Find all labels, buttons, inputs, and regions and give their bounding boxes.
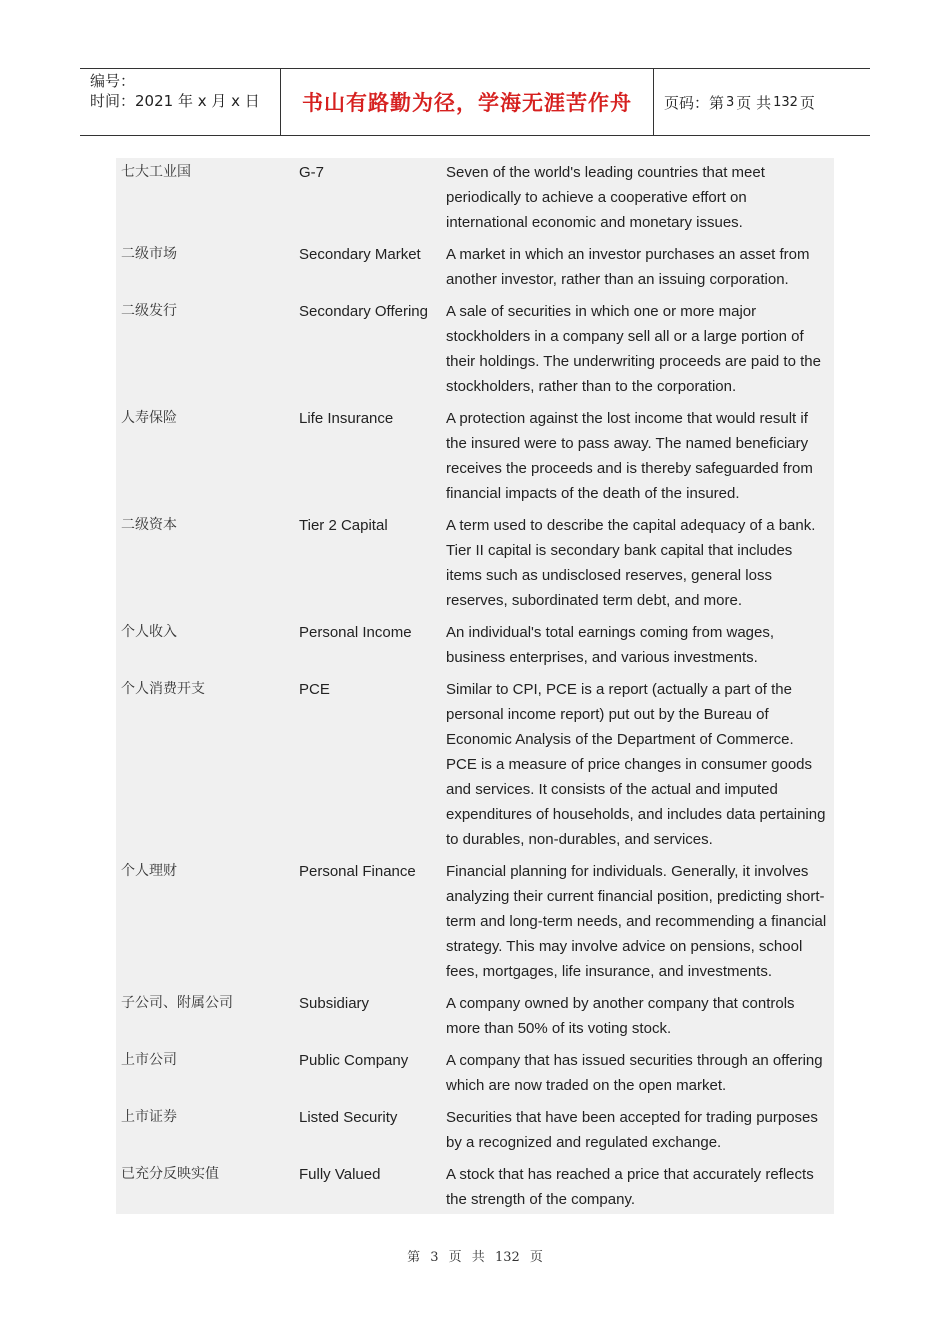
term-definition (441, 406, 834, 506)
definition-line: fees, mortgages, life insurance, and investments. (446, 963, 773, 980)
definition-line: which are now traded on the open market. (446, 1077, 727, 1094)
definition-line: the strength of the company. (446, 1191, 636, 1208)
definition-line: Securities that have been accepted for trading purposes (446, 1109, 818, 1126)
header-page-info (654, 69, 870, 135)
glossary-row (116, 620, 834, 670)
term-chinese: 二级市场 (121, 246, 177, 262)
footer-mid2: 共 (471, 1250, 485, 1265)
term-english: Secondary Offering (299, 303, 428, 320)
header-meta (80, 69, 281, 135)
term-english: Personal Finance (299, 863, 416, 880)
definition-line: financial impacts of the death of the insured. (446, 485, 740, 502)
definition-line: Tier II capital is secondary bank capital that includes (446, 542, 793, 559)
page-total: 132 (773, 94, 798, 110)
term-definition (441, 1162, 834, 1212)
definition-line: reserves, subordinated term debt, and more. (446, 592, 742, 609)
definition-line: term and long-term needs, and recommending a financial (446, 913, 827, 930)
definition-line: A sale of securities in which one or more major (446, 303, 757, 320)
term-chinese: 个人消费开支 (121, 681, 205, 697)
definition-line: A market in which an investor purchases an asset from (446, 246, 810, 263)
term-english: Fully Valued (299, 1166, 381, 1183)
glossary-row (116, 1162, 834, 1212)
code-label: 编号： (90, 72, 136, 90)
definition-line: personal income report) put out by the Bureau of (446, 706, 769, 723)
glossary-row (116, 677, 834, 852)
footer-current: 3 (430, 1250, 439, 1265)
glossary-table (116, 158, 834, 1214)
definition-line: strategy. This may involve advice on pensions, school (446, 938, 803, 955)
page-current: 3 (726, 94, 735, 110)
definition-line: the insured were to pass away. The named beneficiary (446, 435, 809, 452)
footer-mid1: 页 (448, 1250, 462, 1265)
term-chinese: 上市证券 (121, 1109, 177, 1125)
term-english: Secondary Market (299, 246, 421, 263)
definition-line: Similar to CPI, PCE is a report (actually a part of the (446, 681, 792, 698)
term-chinese: 人寿保险 (121, 410, 177, 426)
time-line: 时间：2021 年 x 月 x 日 (90, 92, 260, 110)
definition-line: A protection against the lost income that would result if (446, 410, 808, 427)
footer-total: 132 (494, 1250, 520, 1265)
term-chinese: 七大工业国 (121, 164, 191, 180)
term-definition (441, 160, 834, 235)
definition-line: An individual's total earnings coming from wages, (446, 624, 775, 641)
term-chinese: 已充分反映实值 (121, 1166, 219, 1182)
glossary-row (116, 991, 834, 1041)
definition-line: Financial planning for individuals. Generally, it involves (446, 863, 809, 880)
page-header (80, 68, 870, 136)
definition-line: items such as undisclosed reserves, general loss (446, 567, 772, 584)
term-chinese: 上市公司 (121, 1052, 177, 1068)
term-english: PCE (299, 681, 330, 698)
page-mid: 页 共 (736, 93, 772, 112)
definition-line: to durables, non-durables, and services. (446, 831, 713, 848)
term-english: Subsidiary (299, 995, 370, 1012)
definition-line: and services. It consists of the actual and imputed (446, 781, 778, 798)
glossary-row (116, 1048, 834, 1098)
term-english: Personal Income (299, 624, 412, 641)
definition-line: A stock that has reached a price that accurately reflects (446, 1166, 814, 1183)
definition-line: A company that has issued securities through an offering (446, 1052, 823, 1069)
footer-suffix: 页 (529, 1250, 543, 1265)
definition-line: their holdings. The underwriting proceeds are paid to the (446, 353, 821, 370)
definition-line: Seven of the world's leading countries that meet (446, 164, 765, 181)
glossary-row (116, 299, 834, 399)
term-chinese: 个人收入 (121, 624, 177, 640)
footer-prefix: 第 (407, 1250, 421, 1265)
definition-line: more than 50% of its voting stock. (446, 1020, 672, 1037)
term-chinese: 二级发行 (121, 303, 177, 319)
term-chinese: 子公司、附属公司 (121, 995, 233, 1011)
term-chinese: 二级资本 (121, 517, 177, 533)
term-definition (441, 620, 834, 670)
term-definition (441, 1048, 834, 1098)
motto: 书山有路勤为径，学海无涯苦作舟 (302, 90, 632, 115)
term-english: G-7 (299, 164, 325, 181)
definition-line: A company owned by another company that controls (446, 995, 795, 1012)
page-prefix: 页码：第 (664, 93, 725, 112)
definition-line: expenditures of households, and includes data pertaining (446, 806, 826, 823)
definition-line: A term used to describe the capital adequacy of a bank. (446, 517, 816, 534)
definition-line: international economic and monetary issues. (446, 214, 743, 231)
definition-line: another investor, rather than an issuing corporation. (446, 271, 789, 288)
definition-line: receives the proceeds and is thereby safeguarded from (446, 460, 813, 477)
definition-line: PCE is a measure of price changes in consumer goods (446, 756, 813, 773)
header-motto-cell (281, 69, 654, 135)
page-suffix: 页 (799, 93, 815, 112)
term-english: Listed Security (299, 1109, 398, 1126)
term-definition (441, 242, 834, 292)
definition-line: analyzing their current financial position, predicting short- (446, 888, 825, 905)
term-definition (441, 299, 834, 399)
definition-line: Economic Analysis of the Department of Commerce. (446, 731, 794, 748)
term-definition (441, 859, 834, 984)
definition-line: stockholders, rather than to the corporation. (446, 378, 737, 395)
glossary-row (116, 406, 834, 506)
glossary-row (116, 859, 834, 984)
term-english: Public Company (299, 1052, 409, 1069)
term-definition (441, 991, 834, 1041)
glossary-row (116, 513, 834, 613)
term-english: Tier 2 Capital (299, 517, 388, 534)
glossary-row (116, 1105, 834, 1155)
page-footer (0, 1246, 950, 1265)
term-definition (441, 513, 834, 613)
term-definition (441, 1105, 834, 1155)
glossary-row (116, 242, 834, 292)
term-chinese: 个人理财 (121, 863, 177, 879)
term-english: Life Insurance (299, 410, 394, 427)
definition-line: business enterprises, and various investments. (446, 649, 758, 666)
definition-line: stockholders in a company sell all or a large portion of (446, 328, 804, 345)
definition-line: by a recognized and regulated exchange. (446, 1134, 722, 1151)
term-definition (441, 677, 834, 852)
glossary-row (116, 160, 834, 235)
definition-line: periodically to achieve a cooperative effort on (446, 189, 747, 206)
